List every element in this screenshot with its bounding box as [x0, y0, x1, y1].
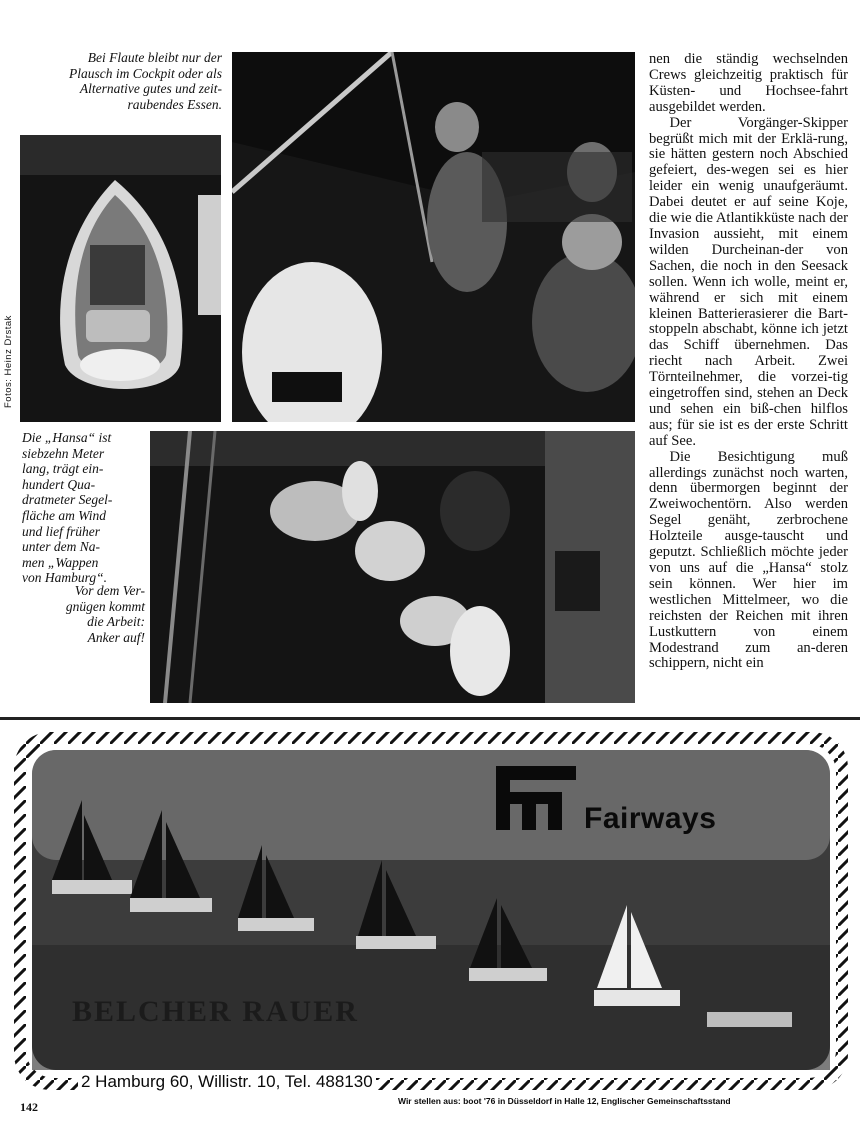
caption-hansa: Die „Hansa“ ist siebzehn Meter lang, trägt ein- hundert Qua- dratmeter Segel- fläche am Wind und lief früher unter dem Na- men „Wappen von Hamburg“.: [22, 430, 113, 586]
article-paragraph: nen die ständig wechselnden Crews gleichzeitig praktisch für Küsten- und Hochsee-fahrt ausgebildet werden.: [649, 51, 848, 115]
photo-cockpit: [232, 52, 635, 422]
photo-credit: Fotos: Heinz Drstak: [3, 315, 14, 408]
article-paragraph: Der Vorgänger-Skipper begrüßt mich mit der Erklä-rung, sie hätten gestern noch Abschied gefeiert, des-wegen sei es hier leider ein wenig unaufgeräumt. Dabei deutet er auf seine Koje, die wie die Atlantikküste nach der Invasion aussieht, mit einem wilden Durcheinan-der von Sachen, die noch in den Seesack sollen. Wenn ich wolle, meint er, während er sich mit einem kleinen Batterierasierer die Bart-stoppeln abschabt, könne ich jetzt das Schiff übernehmen. Das riecht nach Arbeit. Zwei Törnteilnehmer, die vorzei-tig eingetroffen sind, stehen an Deck und sehen ein biß-chen hilflos aus; für sie ist es der erste Schritt auf See.: [649, 114, 848, 449]
fairways-advertisement: [12, 730, 850, 1092]
ad-brand-name: Fairways: [584, 802, 717, 835]
photo-crew-work: [150, 431, 635, 703]
caption-cockpit: Bei Flaute bleibt nur der Plausch im Cockpit oder als Alternative gutes und zeit- raubendes Essen.: [69, 50, 222, 112]
section-divider: [0, 717, 860, 720]
article-paragraph: Die Besichtigung muß allerdings zunächst noch warten, denn übermorgen beginnt der Zweiwochentörn. Also werden Segel genäht, zerbrochene Holzteile ausge-tauscht und geputzt. Schließlich möchte jeder von uns auf die „Hansa“ stolz sein können. Wer hier im westlichen Mittelmeer, wo die reichsten der Reichen mit ihren Lustkuttern von einem Modestrand zum an-deren schippern, nicht ein: [649, 448, 848, 672]
ad-exhibit-line: Wir stellen aus: boot '76 in Düsseldorf in Halle 12, Englischer Gemeinschaftsstand: [398, 1096, 731, 1106]
ad-address: 2 Hamburg 60, Willistr. 10, Tel. 488130: [78, 1072, 376, 1092]
page-number: 142: [20, 1100, 38, 1114]
article-column: [649, 52, 848, 672]
caption-anchor: Vor dem Ver- gnügen kommt die Arbeit: Anker auf!: [65, 583, 145, 645]
photo-yacht-aerial: [20, 135, 221, 422]
hull-lettering: BELCHER RAUER: [72, 995, 359, 1028]
